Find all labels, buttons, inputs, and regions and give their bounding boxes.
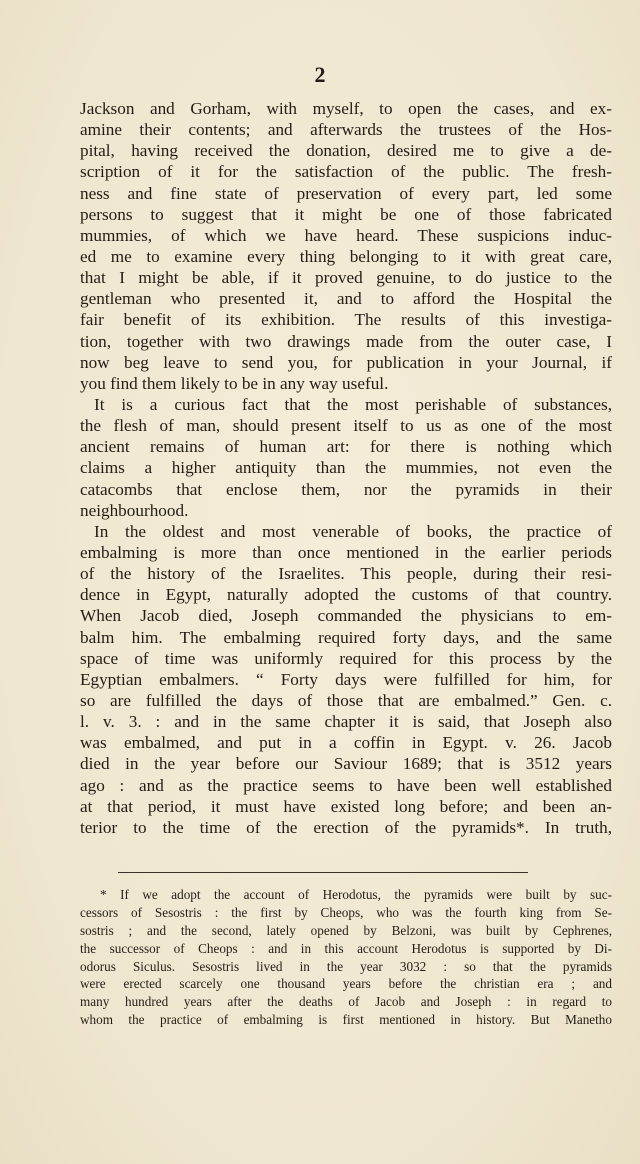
body-line: persons to suggest that it might be one of those fabricated xyxy=(80,204,612,224)
body-text xyxy=(80,98,612,838)
body-line: Jackson and Gorham, with myself, to open the cases, and ex- xyxy=(80,99,612,118)
footnote xyxy=(80,886,612,1029)
body-line: dence in Egypt, naturally adopted the customs of that country. xyxy=(80,585,612,605)
paragraph-end-line: you find them likely to be in any way useful. xyxy=(80,373,389,393)
body-line: amine their contents; and afterwards the trustees of the Hos- xyxy=(80,120,612,140)
paragraph-start-line: It is a curious fact that the most perishable of substances, xyxy=(94,394,612,414)
body-line: catacombs that enclose them, nor the pyramids in their xyxy=(80,479,612,499)
body-line: tion, together with two drawings made from the outer case, I xyxy=(80,331,612,351)
page-number: 2 xyxy=(314,62,326,87)
footnote-line: many hundred years after the deaths of Jacob and Joseph : in regard to xyxy=(80,994,612,1010)
body-line: scription of it for the satisfaction of the public. The fresh- xyxy=(80,162,612,182)
body-line: balm him. The embalming required forty days, and the same xyxy=(80,627,612,647)
footnote-line: odorus Siculus. Sesostris lived in the year 3032 : so that the pyramids xyxy=(80,958,612,974)
footnote-line: * If we adopt the account of Herodotus, the pyramids were built by suc- xyxy=(100,887,612,902)
body-line: claims a higher antiquity than the mummies, not even the xyxy=(80,458,612,478)
body-line: fair benefit of its exhibition. The results of this investiga- xyxy=(80,310,612,330)
body-line: so are fulfilled the days of those that are embalmed.” Gen. c. xyxy=(80,690,612,710)
body-line: Egyptian embalmers. “ Forty days were fulfilled for him, for xyxy=(80,669,612,689)
body-line: ness and fine state of preservation of every part, led some xyxy=(80,183,612,203)
body-line: ancient remains of human art: for there is nothing which xyxy=(80,437,612,457)
footnote-divider xyxy=(118,872,528,873)
body-line: ago : and as the practice seems to have been well established xyxy=(80,775,612,795)
body-line: ed me to examine every thing belonging to it with great care, xyxy=(80,246,612,266)
footnote-line: the successor of Cheops : and in this account Herodotus is supported by Di- xyxy=(80,940,612,956)
paragraph-start-line: In the oldest and most venerable of books, the practice of xyxy=(94,521,612,541)
footnote-line: were erected scarcely one thousand years before the christian era ; and xyxy=(80,976,612,992)
body-line: that I might be able, if it proved genuine, to do justice to the xyxy=(80,268,612,288)
body-line: the flesh of man, should present itself to us as one of the most xyxy=(80,416,612,436)
body-line: l. v. 3. : and in the same chapter it is said, that Joseph also xyxy=(80,712,612,732)
footnote-line: whom the practice of embalming is first mentioned in history. But Manetho xyxy=(80,1012,612,1028)
body-line: pital, having received the donation, desired me to give a de- xyxy=(80,141,612,161)
body-line: died in the year before our Saviour 1689; that is 3512 years xyxy=(80,754,612,774)
footnote-line: cessors of Sesostris : the first by Cheops, who was the fourth king from Se- xyxy=(80,904,612,920)
body-line: mummies, of which we have heard. These suspicions induc- xyxy=(80,225,612,245)
body-line: embalming is more than once mentioned in the earlier periods xyxy=(80,542,612,562)
body-line: at that period, it must have existed long before; and been an- xyxy=(80,796,612,816)
body-line: of the history of the Israelites. This people, during their resi- xyxy=(80,564,612,584)
footnote-line: sostris ; and the second, lately opened by Belzoni, was built by Cephrenes, xyxy=(80,922,612,938)
body-line: was embalmed, and put in a coffin in Egypt. v. 26. Jacob xyxy=(80,733,612,753)
body-line: space of time was uniformly required for this process by the xyxy=(80,648,612,668)
body-line: terior to the time of the erection of the pyramids*. In truth, xyxy=(80,817,612,837)
body-line: gentleman who presented it, and to afford the Hospital the xyxy=(80,289,612,309)
body-line: now beg leave to send you, for publication in your Journal, if xyxy=(80,352,612,372)
body-line: When Jacob died, Joseph commanded the physicians to em- xyxy=(80,606,612,626)
paragraph-end-line: neighbourhood. xyxy=(80,500,189,520)
